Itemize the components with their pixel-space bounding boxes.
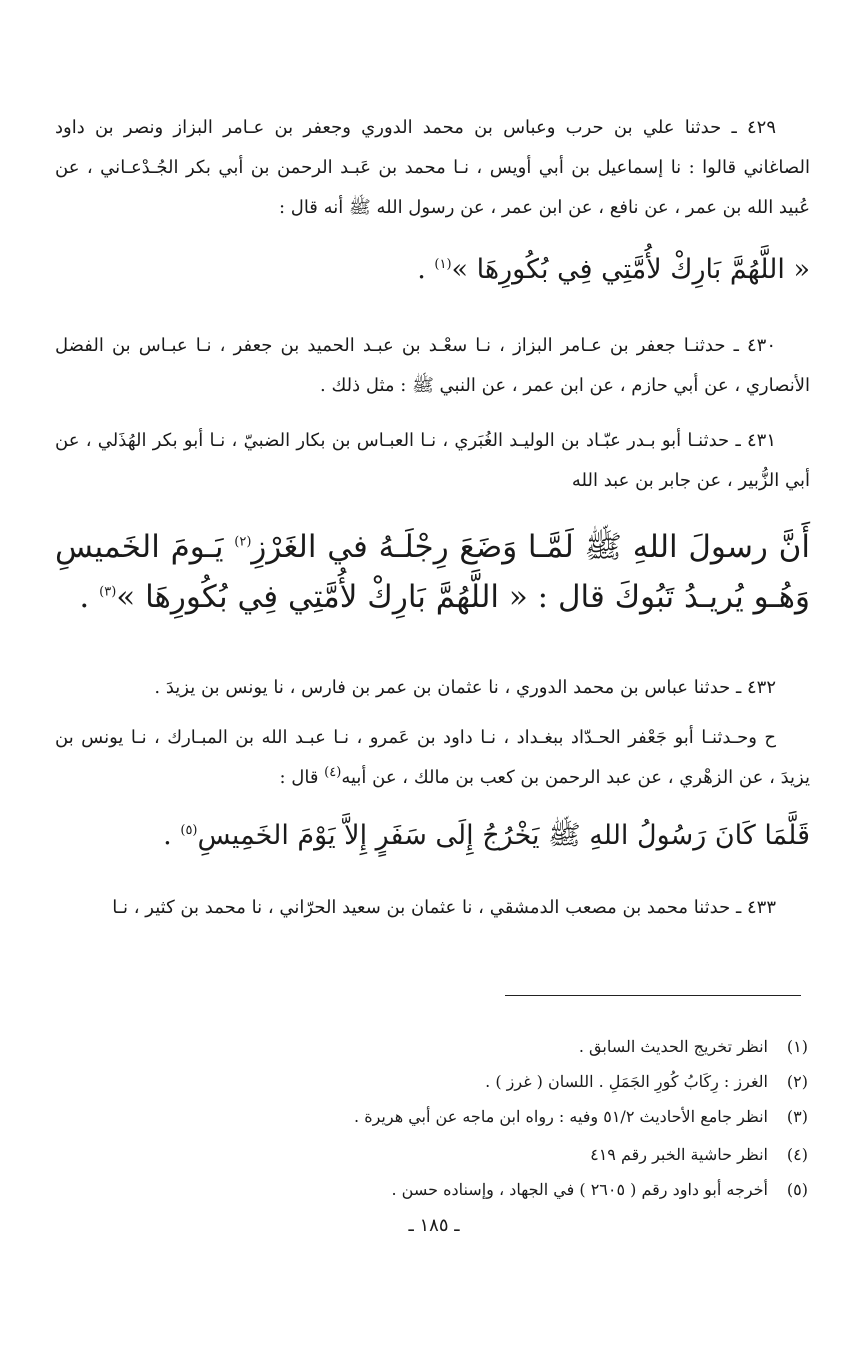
footnote-marker-5: (٥): [180, 823, 198, 838]
footnote-number: (٤): [786, 1145, 808, 1164]
footnote-marker-2: (٢): [234, 534, 252, 550]
hadith-431-narration: ٤٣١ ـ حدثنـا أبو بـدر عبّـاد بن الوليـد الغُبَري ، نـا العبـاس بن بكار الضبيّ ، نـا أبو بكر الهُذَلي ، عن أبي الزُّبير ، عن جابر بن عبد الله: [55, 430, 810, 491]
footnote-marker-4: (٤): [324, 765, 342, 780]
footnote-number: (٣): [786, 1107, 808, 1126]
footnote-text: الغرز : رِكَابُ كُورِ الجَمَلِ . اللسان ( غرز ) .: [485, 1072, 768, 1091]
hadith-432-quote: قَلَّمَا كَانَ رَسُولُ اللهِ ﷺ يَخْرُجُ إِلَى سَفَرٍ إِلاَّ يَوْمَ الخَمِيسِ$^{(٥)}$ .: [163, 820, 810, 851]
footnote-5: [200, 1179, 808, 1201]
hadith-433-narration: ٤٣٣ ـ حدثنا محمد بن مصعب الدمشقي ، نا عثمان بن سعيد الحرّاني ، نا محمد بن كثير ، نـا: [112, 897, 776, 918]
hadith-430-narration: ٤٣٠ ـ حدثنـا جعفر بن عـامر البزاز ، نـا سعْـد بن عبـد الحميد بن جعفر ، نـا عبـاس بن الفضل الأنصاري ، عن أبي حازم ، عن ابن عمر ، عن النبي ﷺ : مثل ذلك .: [55, 335, 810, 396]
quote-text-a: أَنَّ رسولَ اللهِ ﷺ لَمَّـا وَضَعَ رِجْلَـهُ في الغَرْزِ: [251, 529, 810, 565]
hadith-432-narration-b: ح وحـدثنـا أبو جَعْفر الحـدّاد ببغـداد ، نـا داود بن عَمرو ، نـا عبـد الله بن المبـارك ، نـا يونس بن يزيدَ ، عن الزهْري ، عن عبد الرحمن بن كعب بن مالك ، عن أبيه$^{(٤)}$ قال :: [55, 727, 810, 788]
footnote-text: انظر حاشية الخبر رقم ٤١٩: [590, 1145, 768, 1164]
hadith-432-narration-a: ٤٣٢ ـ حدثنا عباس بن محمد الدوري ، نا عثمان بن عمر بن فارس ، نا يونس بن يزيدَ .: [154, 677, 776, 698]
footnote-marker-3: (٣): [99, 584, 117, 600]
page-number: ـ ١٨٥ ـ: [408, 1215, 460, 1236]
hadith-431-quote: أَنَّ رسولَ اللهِ ﷺ لَمَّـا وَضَعَ رِجْلَـهُ في الغَرْزِ$^{(٢)}$ يَـومَ الخَميسِ وَهُـو يُريـدُ تَبُوكَ قال : « اللَّهُمَّ بَارِكْ لأُمَّتِي فِي بُكُورِهَا »$^{(٣)}$ .: [55, 529, 810, 615]
quote-text: قَلَّمَا كَانَ رَسُولُ اللهِ ﷺ يَخْرُجُ إِلَى سَفَرٍ إِلاَّ يَوْمَ الخَمِيسِ: [197, 820, 810, 851]
hadith-429-narration: ٤٢٩ ـ حدثنا علي بن حرب وعباس بن محمد الدوري وجعفر بن عـامر البزاز ونصر بن داود الصاغاني قالوا : نا إسماعيل بن أبي أويس ، نـا محمد بن عَبـد الرحمن بن أبي بكر الجُـدْعـاني ، عن عُبيد الله بن عمر ، عن نافع ، عن ابن عمر ، عن رسول الله ﷺ أنه قال :: [55, 117, 810, 218]
footnote-text: انظر تخريج الحديث السابق .: [578, 1037, 768, 1056]
footnote-3: [200, 1106, 808, 1128]
footnote-1: [200, 1036, 808, 1058]
quote-text-b: يَـومَ الخَميسِ وَهُـو يُريـدُ تَبُوكَ قال : « اللَّهُمَّ بَارِكْ لأُمَّتِي فِي بُكُورِهَا »: [55, 529, 810, 615]
footnote-divider: [505, 995, 801, 996]
footnote-number: (١): [786, 1037, 808, 1056]
footnote-text: انظر جامع الأحاديث ٥١/٢ وفيه : رواه ابن ماجه عن أبي هريرة .: [354, 1107, 768, 1126]
footnote-marker-1: (١): [434, 257, 452, 272]
hadith-429-quote: « اللَّهُمَّ بَارِكْ لأُمَّتِي فِي بُكُورِهَا »$^{(١)}$ .: [417, 254, 810, 285]
footnote-number: (٥): [786, 1180, 808, 1199]
footnote-number: (٢): [786, 1072, 808, 1091]
quote-text: « اللَّهُمَّ بَارِكْ لأُمَّتِي فِي بُكُورِهَا »: [451, 254, 810, 285]
footnote-2: [200, 1071, 808, 1093]
footnote-text: أخرجه أبو داود رقم ( ٢٦٠٥ ) في الجهاد ، وإسناده حسن .: [391, 1180, 768, 1199]
footnote-4: [200, 1144, 808, 1166]
